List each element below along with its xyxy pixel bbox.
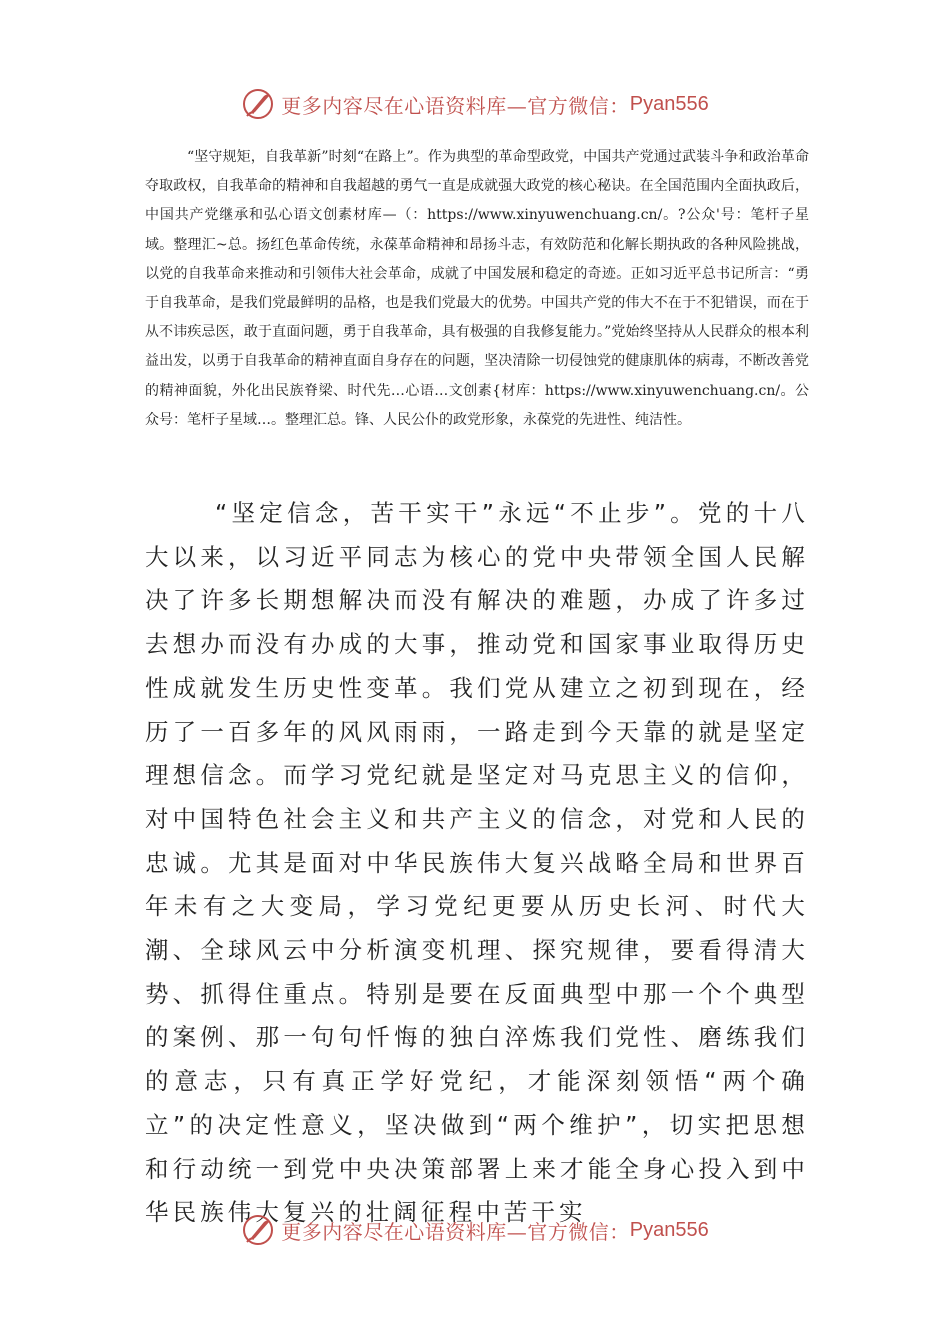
quill-logo-icon: [241, 1213, 275, 1247]
paragraph-firm-belief: “坚定信念，苦干实干”永远“不止步”。党的十八大以来，以习近平同志为核心的党中央带领全国人民解决了许多长期想解决而没有解决的难题，办成了许多过去想办而没有办成的大事，推动党和国家事业取得历史性成就发生历史性变革。我们党从建立之初到现在，经历了一百多年的风风雨雨，一路走到今天靠的就是坚定理想信念。而学习党纪就是坚定对马克思主义的信仰，对中国特色社会主义和共产主义的信念，对党和人民的忠诚。尤其是面对中华民族伟大复兴战略全局和世界百年未有之大变局，学习党纪更要从历史长河、时代大潮、全球风云中分析演变机理、探究规律，要看得清大势、抓得住重点。特别是要在反面典型中那一个个典型的案例、那一句句忏悔的独白淬炼我们党性、磨练我们的意志，只有真正学好党纪，才能深刻领悟“两个确立”的决定性意义，坚决做到“两个维护”，切实把思想和行动统一到党中央决策部署上来才能全身心投入到中华民族伟大复兴的壮阔征程中苦干实: [145, 499, 809, 1227]
paragraph-self-revolution: “坚守规矩，自我革新”时刻“在路上”。作为典型的革命型政党，中国共产党通过武装斗争和政治革命夺取政权，自我革命的精神和自我超越的勇气一直是成就强大政党的核心秘诀。在全国范围内全面执政后，中国共产党继承和弘心语文创素材库—（：https://www.xinyuwenchuang.cn/。?公众'号：笔杆子星域。整理汇~总。扬红色革命传统，永葆革命精神和昂扬斗志，有效防范和化解长期执政的各种风险挑战，以党的自我革命来推动和引领伟大社会革命，成就了中国发展和稳定的奇迹。正如习近平总书记所言：“勇于自我革命，是我们党最鲜明的品格，也是我们党最大的优势。中国共产党的伟大不在于不犯错误，而在于从不讳疾忌医，敢于直面问题，勇于自我革命，具有极强的自我修复能力。”党始终坚持从人民群众的根本利益出发，以勇于自我革命的精神直面自身存在的问题，坚决清除一切侵蚀党的健康肌体的病毒，不断改善党的精神面貌，外化出民族脊梁、时代先…心语…文创素{材库：https://www.xinyuwenchuang.cn/。公众号：笔杆子星域…。整理汇总。锋、人民公仆的政党形象，永葆党的先进性、纯洁性。: [145, 149, 809, 428]
footer-wechat-id: Pyan556: [629, 1218, 709, 1241]
footer-banner: [0, 1210, 950, 1250]
quill-logo-icon: [241, 87, 275, 121]
footer-banner-text: 更多内容尽在心语资料库—官方微信：: [281, 1219, 630, 1244]
header-wechat-id: Pyan556: [629, 92, 709, 115]
header-banner-text: 更多内容尽在心语资料库—官方微信：: [281, 93, 630, 118]
header-banner: [0, 84, 950, 124]
